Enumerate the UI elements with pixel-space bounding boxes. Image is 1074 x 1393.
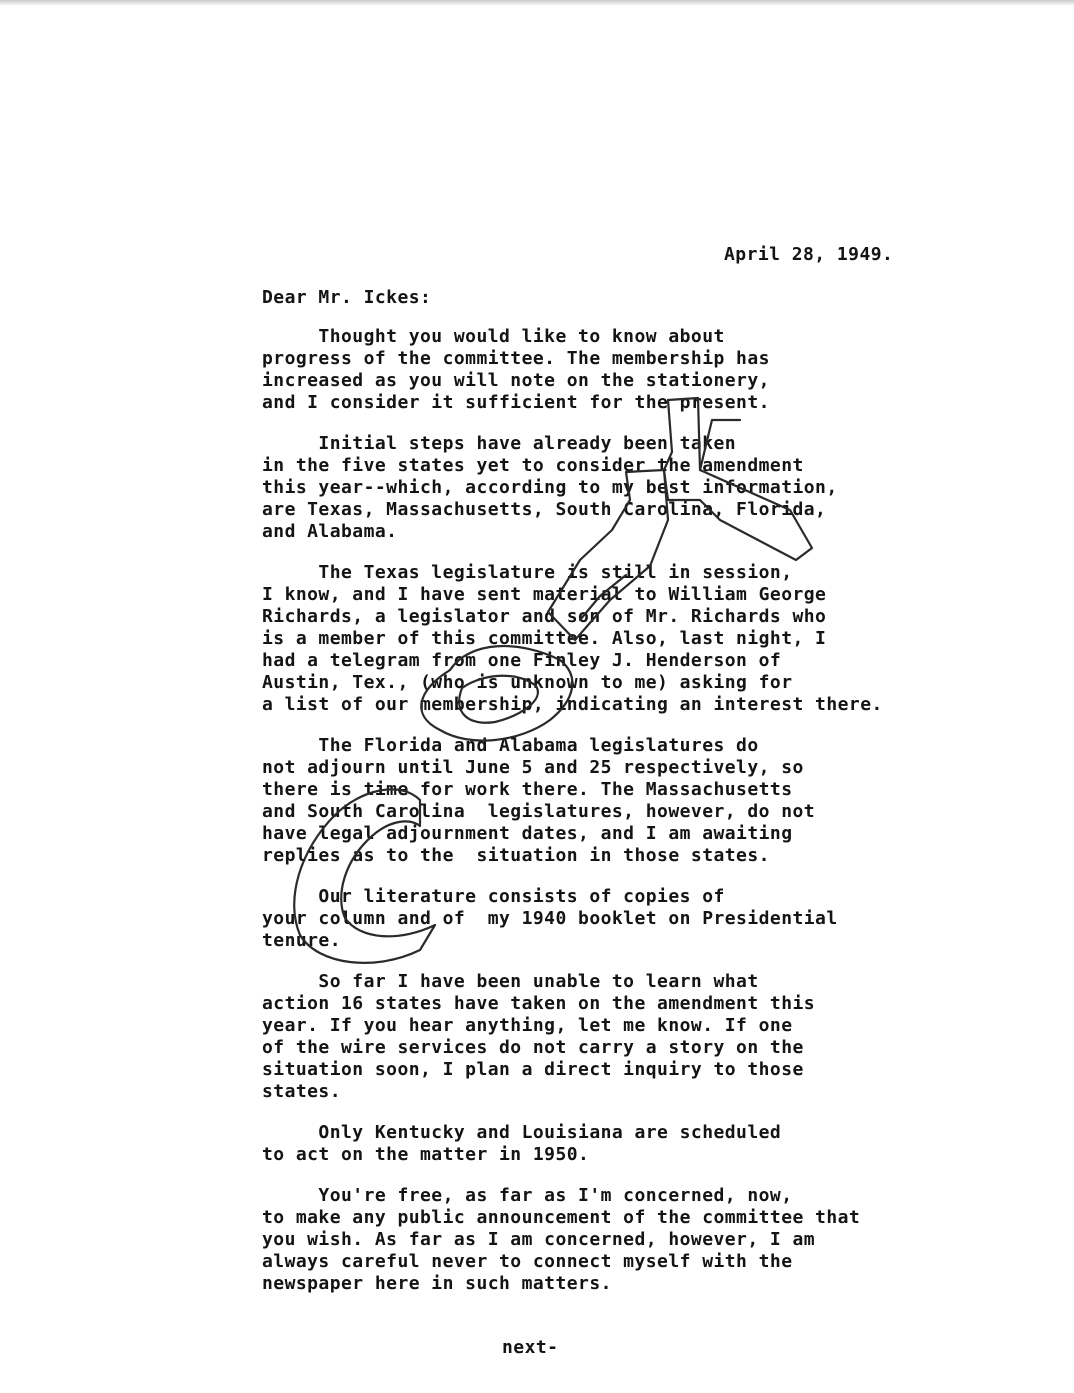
body-line: of the wire services do not carry a story on the bbox=[262, 1037, 804, 1058]
letter-date: April 28, 1949. bbox=[724, 244, 894, 265]
body-line: tenure. bbox=[262, 930, 342, 951]
body-line: there is time for work there. The Massachusetts bbox=[262, 779, 793, 800]
body-line: So far I have been unable to learn what bbox=[262, 971, 759, 992]
body-line: in the five states yet to consider the amendment bbox=[262, 455, 804, 476]
body-line: this year--which, according to my best information, bbox=[262, 477, 838, 498]
body-line: are Texas, Massachusetts, South Carolina, Florida, bbox=[262, 499, 827, 520]
body-line: newspaper here in such matters. bbox=[262, 1273, 612, 1294]
body-line: have legal adjournment dates, and I am awaiting bbox=[262, 823, 793, 844]
body-line: and I consider it sufficient for the present. bbox=[262, 392, 770, 413]
body-line: The Texas legislature is still in session, bbox=[262, 562, 793, 583]
body-line: The Florida and Alabama legislatures do bbox=[262, 735, 759, 756]
body-line: states. bbox=[262, 1081, 342, 1102]
body-line: increased as you will note on the stationery, bbox=[262, 370, 770, 391]
continuation-mark: next- bbox=[502, 1337, 559, 1358]
body-line: always careful never to connect myself with the bbox=[262, 1251, 793, 1272]
body-line: Thought you would like to know about bbox=[262, 326, 725, 347]
body-line: situation soon, I plan a direct inquiry to those bbox=[262, 1059, 804, 1080]
body-line: and South Carolina legislatures, however, do not bbox=[262, 801, 816, 822]
body-line: not adjourn until June 5 and 25 respectively, so bbox=[262, 757, 804, 778]
body-line: to act on the matter in 1950. bbox=[262, 1144, 590, 1165]
body-line: Initial steps have already been taken bbox=[262, 433, 737, 454]
body-line: Richards, a legislator and son of Mr. Richards who bbox=[262, 606, 827, 627]
body-line: progress of the committee. The membership has bbox=[262, 348, 770, 369]
body-line: replies as to the situation in those states. bbox=[262, 845, 770, 866]
body-line: is a member of this committee. Also, last night, I bbox=[262, 628, 827, 649]
salutation: Dear Mr. Ickes: bbox=[262, 287, 432, 308]
body-line: your column and of my 1940 booklet on Presidential bbox=[262, 908, 838, 929]
body-line: to make any public announcement of the committee that bbox=[262, 1207, 861, 1228]
body-line: year. If you hear anything, let me know. If one bbox=[262, 1015, 793, 1036]
scan-edge bbox=[0, 0, 1074, 6]
body-line: I know, and I have sent material to William George bbox=[262, 584, 827, 605]
body-line: Austin, Tex., (who is unknown to me) asking for bbox=[262, 672, 793, 693]
body-line: a list of our membership, indicating an interest there. bbox=[262, 694, 883, 715]
body-line: you wish. As far as I am concerned, however, I am bbox=[262, 1229, 816, 1250]
body-line: and Alabama. bbox=[262, 521, 398, 542]
body-line: action 16 states have taken on the amendment this bbox=[262, 993, 816, 1014]
body-line: You're free, as far as I'm concerned, now, bbox=[262, 1185, 793, 1206]
body-line: Only Kentucky and Louisiana are scheduled bbox=[262, 1122, 782, 1143]
body-line: had a telegram from one Finley J. Henderson of bbox=[262, 650, 782, 671]
body-line: Our literature consists of copies of bbox=[262, 886, 725, 907]
